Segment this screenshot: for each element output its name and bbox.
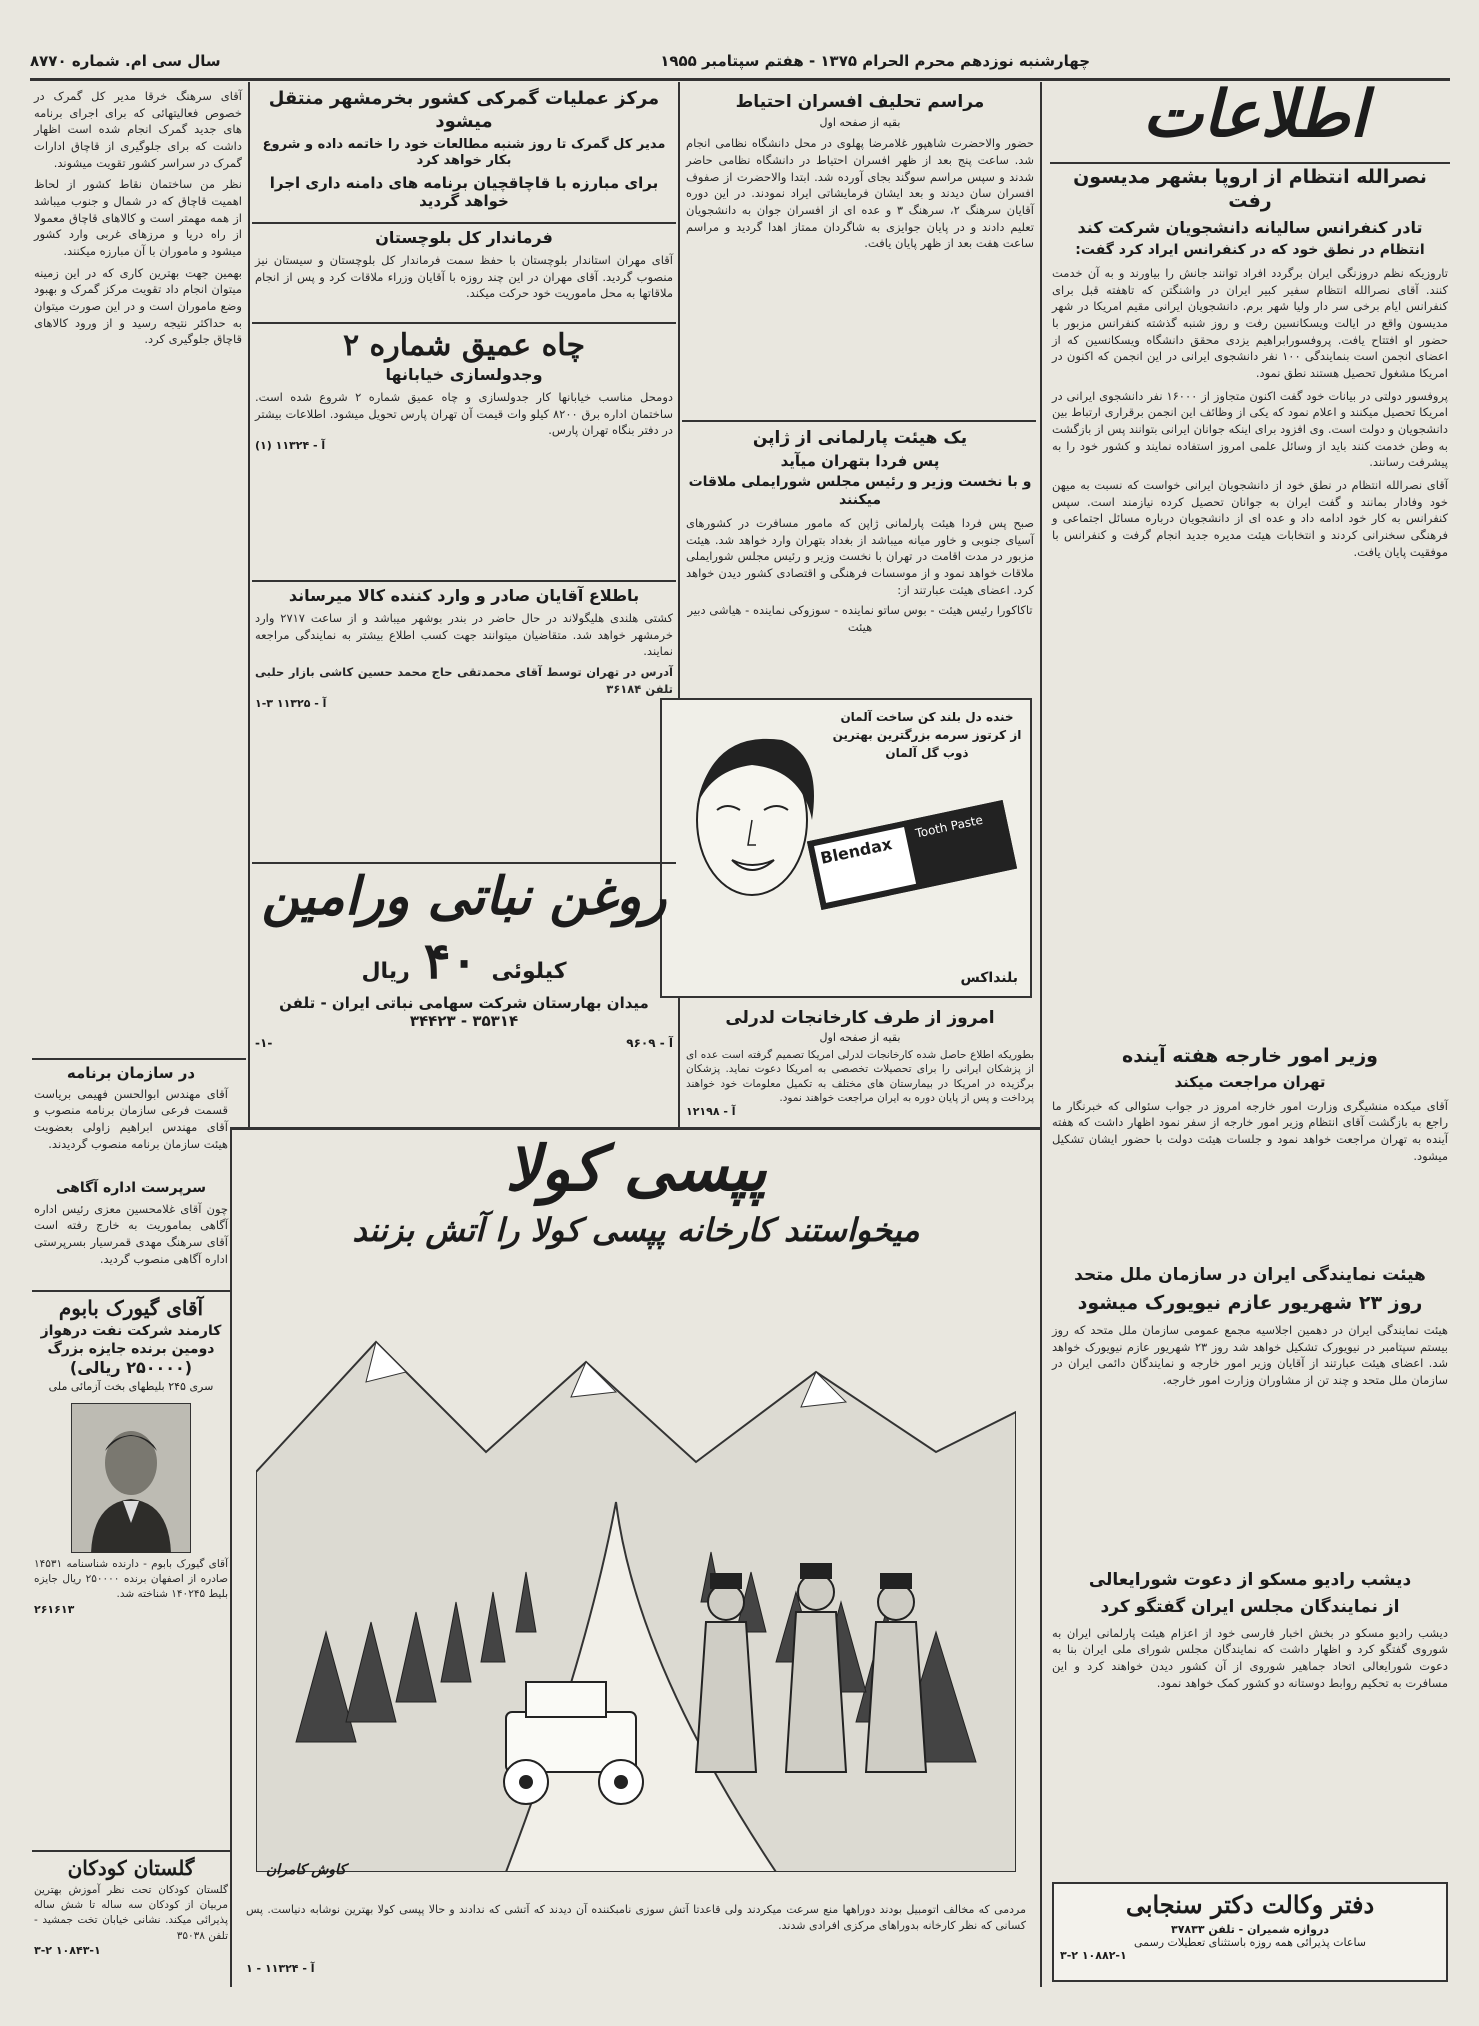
article-headline: دیشب رادیو مسکو از دعوت شورایعالی [1088, 1570, 1412, 1590]
middle-article-2 [686, 428, 1034, 636]
notice-address: آدرس در تهران توسط آقای محمدتقی حاج محمد حسین کاشی بازار حلبی تلفن ۳۶۱۸۴ [255, 665, 673, 696]
article-code: آ - ۱۲۱۹۸ [686, 1104, 736, 1118]
article-headline: در سازمان برنامه [66, 1064, 196, 1082]
rule [252, 222, 676, 224]
tube-brand: Blendax [814, 827, 916, 903]
rule [252, 580, 676, 582]
article-kicker: و با نخست وزیر و رئیس مجلس شورایملی ملاقات میکنند [688, 474, 1032, 508]
article-headline: وزیر امور خارجه هفته آینده [1122, 1045, 1378, 1067]
import-notice [255, 586, 673, 710]
article-names: تاکاکورا رئیس هیئت - بوس ساتو نماینده - سوزوکی نماینده - هیاشی دبیر هیئت [687, 603, 1033, 635]
right-article-2 [1052, 1045, 1448, 1164]
masthead-logo [1055, 70, 1455, 160]
article-headline: امروز از طرف کارخانجات لدرلی [725, 1008, 995, 1028]
article-body: حضور والاحضرت شاهپور غلامرضا پهلوی در محل دانشگاه نظامی انجام شد. ساعت پنج بعد از ظهر افسران احتیاط در دانشگاه نظامی حاضر شدند و سپس مراسم سوگند بجای آورده شد. ابتدا والاحضرت از صفوف افسران سان دیدند و بعد ایشان فرمایشاتی ایراد نمودند. در این دوره آقایان سرهنگ ۲، سرهنگ ۳ و عده ای از افسران جوان به دانشجویان تعلیم دادند و در پایان جوایزی به شاگردان ممتاز اهدا گردید و مراسم ساعت هفت بعد از ظهر پایان یافت. [686, 136, 1034, 251]
notice-title: باطلاع آقایان صادر و وارد کننده کالا میرساند [288, 586, 640, 605]
article-headline: سرپرست اداره آگاهی [56, 1180, 206, 1196]
article-body: آقای سرهنگ خرقا مدیر کل گمرک در خصوص فعالیتهائی که برای اجرای برنامه های جدید گمرک انجام شده است اظهار داشت که برای جلوگیری از قاچاق ادارات گمرک در سراسر کشور تقویت میشوند. [34, 89, 242, 170]
winner-name: آقای گیورک بابوم [58, 1296, 204, 1320]
rule [252, 322, 676, 324]
artist-signature: کاوش کامران [266, 1862, 346, 1878]
ad-line: خنده دل بلند کن ساخت آلمان [840, 710, 1014, 724]
price-word: کیلوئی [491, 959, 567, 985]
article-subheadline: پس فردا بتهران میآید [780, 452, 940, 471]
rule [252, 862, 676, 864]
ad-code: آ - ۹۶۰۹ [626, 1036, 673, 1051]
lottery-winner [34, 1296, 228, 1616]
toothpaste-ad [660, 698, 1032, 998]
article-headline: نصرالله انتظام از اروپا بشهر مدیسون رفت [1073, 166, 1427, 212]
article-body: آقای مهران استاندار بلوچستان با حفظ سمت فرماندار کل بلوچستان و سیستان نیز منصوب گردید. آقای مهران در این چند روزه با آقایان وزراء ملاقات کرد و پس از انجام ملاقاتها به محل ماموریت خود حرکت میکند. [255, 253, 673, 301]
portrait-photo [71, 1403, 191, 1553]
middle-article-1 [686, 92, 1034, 252]
ad-caption: مردمی که مخالف اتومبیل بودند دوراهها منع سرعت میکردند ولی قاعدتا آتش سوزی نامبکننده آن دیدند که آتشی که ندادند و حالا پپسی کولا بهترین نوشابه دنیاست. پس کسانی که نظر کارخانه بدوراهای مرکزی افرادی شدند. [246, 1903, 1026, 1932]
rule [32, 1290, 230, 1292]
baluchistan-article [255, 228, 673, 302]
ad-body: دومحل مناسب خیابانها کار جدولسازی و چاه عمیق شماره ۲ شروع شده است. ساختمان اداره برق ۸۲۰۰ کیلو وات قیمت آن تهران پارس تحویل میشود. اطلاعات بیشتر در دفتر بنگاه تهران پارس. [255, 390, 674, 438]
article-subheadline: مدیر کل گمرک تا روز شنبه مطالعات خود را خاتمه داده و شروع بکار خواهد کرد [262, 137, 666, 169]
article-body: تاروزیکه نظم دروزنگی ایران برگردد افراد توانند جانش را بیاورند و به آن خدمت کنند. آقای نصرالله انتظام سفیر کبیر ایران در واشنگتن که تاهفته قبل برای کنفرانس ایام برخی سر دار ولیا شهر برم. دانشجویان ایرانی مقیم امریکا در شهر مدیسون واقع در ایالت ویسکانسین رفت و روز شنبه گذشته کنفرانس مزبور با حضور او افتتاح یافت. پروفسورابراهیم یزدی محقق دانشگاه ویسکانسین که از اعضای انجمن است بنمایندگی ۱۰۰ نفر دانشجوی ایرانی در این انجمن که اکنون در امریکا مشغول تحصیل هستند نطق نمود. [1052, 266, 1448, 381]
ad-address: میدان بهارستان شرکت سهامی نباتی ایران - تلفن ۳۵۳۱۴ - ۳۴۴۲۳ [279, 994, 649, 1031]
winner-line: دومین برنده جایزه بزرگ [47, 1340, 215, 1357]
article-subheadline: روز ۲۳ شهریور عازم نیویورک میشود [1077, 1292, 1423, 1315]
logo-rule [1050, 162, 1450, 164]
article-headline: هیئت نمایندگی ایران در سازمان ملل متحد [1074, 1265, 1426, 1285]
ad-price-row [255, 931, 673, 990]
road-scene-illustration [256, 1302, 1016, 1872]
article-subheadline: تهران مراجعت میکند [1174, 1072, 1326, 1091]
date-line: چهارشنبه نوزدهم محرم الحرام ۱۳۷۵ - هفتم سپتامبر ۱۹۵۵ [660, 52, 1090, 70]
article-kicker: انتظام در نطق خود که در کنفرانس ایراد کرد گفت: [1075, 241, 1425, 258]
pepsi-top-rule [232, 1127, 1040, 1130]
tube-product: Tooth Paste [914, 812, 985, 841]
ad-code: آ - ۱۱۳۲۴ (۱) [255, 439, 326, 453]
right-article-4 [1052, 1570, 1448, 1691]
article-headline: یک هیئت پارلمانی از ژاپن [752, 428, 968, 448]
winner-line: سری ۲۴۵ بلیطهای بخت آزمائی ملی [48, 1380, 214, 1393]
vegetable-oil-ad [255, 868, 673, 1078]
price-value: ۴۰ [423, 931, 478, 991]
article-kicker: برای مبارزه با قاچاقچیان برنامه های دامنه داری اجرا خواهد گردید [269, 173, 659, 211]
notice-code: آ - ۱۱۳۲۵ ۳-۱ [255, 697, 327, 711]
rule [32, 1850, 230, 1852]
right-article-3 [1052, 1265, 1448, 1389]
customs-article [255, 88, 673, 211]
rule [32, 1058, 246, 1060]
ad-title: دفتر وکالت دکتر سنجابی [1125, 1890, 1375, 1919]
ad-code: ۱۰۸۴۳-۱ ۳-۲ [34, 1943, 101, 1957]
article-subheadline: از نمایندگان مجلس ایران گفتگو کرد [1100, 1597, 1400, 1618]
ad-codes [255, 1036, 673, 1050]
ad-line: از کرتوز سرمه بزرگترین بهترین ذوب گل آلمان [832, 728, 1022, 760]
ad-title: روغن نباتی ورامین [261, 866, 667, 927]
winner-line: کارمند شرکت نفت درهواز [40, 1323, 222, 1339]
right-article-1 [1052, 166, 1448, 560]
woman-face-illustration [672, 710, 832, 930]
winner-amount: (۲۵۰۰۰۰ ریالی) [69, 1358, 193, 1377]
article-continued: بقیه از صفحه اول [819, 116, 901, 130]
article-body-3: آقای نصرالله انتظام در نطق خود از دانشجویان ایرانی خواست که نسبت به میهن خود وفادار بمانند و گفت ایران به جوانان تحصیل کرده نیازمند است. سپس کنفرانس به کار خود ادامه داد و عده ای از دانشجویان درباره مسائل اجتماعی و فرهنگی سخنرانی کردند و انتخابات هیئت مدیره جدید انجام گرفت و کنفرانس با موفقیت پایان یافت. [1052, 478, 1448, 559]
article-body: هیئت نمایندگی ایران در دهمین اجلاسیه مجمع عمومی سازمان ملل متحد که روز بیستم سپتامبر در نیویورک تشکیل خواهد شد روز ۲۳ شهریور عازم نیویورک خواهد شد. اعضای هیئت عبارتند از آقایان وزیر امور خارجه و نمایندگان دائمی ایران در سازمان ملل متحد و چند تن از مشاوران وزارت امور خارجه. [1052, 1323, 1448, 1388]
toothpaste-tube [807, 800, 1017, 910]
article-continued: بقیه از صفحه اول [819, 1031, 901, 1045]
ad-code: آ - ۱۱۳۲۴ - ۱ [246, 1962, 315, 1975]
ad-line: دروازه شمیران - تلفن ۳۷۸۳۳ [1171, 1923, 1329, 1936]
column-rule-right [1040, 82, 1042, 1987]
intelligence-article [34, 1180, 228, 1267]
kindergarten-ad [34, 1856, 228, 1957]
pepsi-cola-ad [236, 1132, 1036, 1984]
ad-title: چاه عمیق شماره ۲ [342, 328, 585, 363]
winner-caption: آقای گیورک بابوم - دارنده شناسنامه ۱۴۵۳۱ صادره از اصفهان برنده ۲۵۰۰۰۰ ریال جایزه بلیط ۱۴۰۲۴۵ شناخته شد. [34, 1558, 229, 1601]
ad-subtitle: وجدولسازی خیابانها [385, 365, 543, 384]
middle-article-3 [686, 1008, 1034, 1118]
winner-code: ۲۶۱۶۱۳ [34, 1602, 75, 1616]
article-body: آقای میکده منشیگری وزارت امور خارجه امروز در جواب سئوالی که خبرنگار ما راجع به بازگشت آقای انتظام وزیر امور خارجه از سفر نمود اظهار داشت که هفته آینده به تهران مراجعت خواهد نمود و جلسات هیئت دولت با حضور ایشان تشکیل میشود. [1052, 1098, 1448, 1163]
ad-title: گلستان کودکان [67, 1856, 195, 1880]
brand-fa: بلنداکس [960, 970, 1018, 986]
law-office-ad [1052, 1882, 1448, 1982]
planning-article [34, 1064, 228, 1152]
ad-title: پپسی کولا [505, 1132, 767, 1205]
column-rule-left [248, 82, 250, 1127]
article-body: بطوریکه اطلاع حاصل شده کارخانجات لدرلی امریکا تصمیم گرفته است عده ای از پزشکان ایرانی را برای تحصیلات تخصصی به امریکا دعوت نماید. پزشکان برگزیده در امریکا در بیمارستان های مختلف به تکمیل معلومات خود خواهند پرداخت و پس از پایان دوره به ایران مراجعت خواهند نمود. [686, 1049, 1034, 1104]
ad-slogan [832, 708, 1022, 762]
issue-line: سال سی ام. شماره ۸۷۷۰ [30, 52, 221, 70]
article-headline: مراسم تحلیف افسران احتیاط [735, 92, 985, 112]
well-ad [255, 328, 673, 452]
ad-line: ساعات پذیرائی همه روزه باستثنای تعطیلات رسمی [1133, 1936, 1367, 1949]
article-body-3: بهمین جهت بهترین کاری که در این زمینه میتوان انجام داد تقویت مرکز گمرک و بهبود وضع ماموران است و در این صورت میتوان به حداکثر نتیجه رسید و از ورود کالاهای قاچاق جلوگیری کرد. [34, 265, 242, 347]
ad-code: ۱۰۸۸۲-۱ ۳-۲ [1060, 1949, 1127, 1962]
article-headline: مرکز عملیات گمرکی کشور بخرمشهر منتقل میشود [268, 88, 660, 132]
article-body: دیشب رادیو مسکو در بخش اخبار فارسی خود از اعزام هیئت پارلمانی ایران به شوروی گفتگو کرد و اظهار داشت که نمایندگان مجلس شورای ملی ایران بنا به دعوت شورایعالی اتحاد جماهیر شوروی از آن کشور دیدن خواهند کرد و این مسافرت به تحکیم روابط دوستانه دو کشور کمک خواهد نمود. [1052, 1625, 1448, 1690]
article-body-2: پروفسور دولتی در بیانات خود گفت اکنون متجاوز از ۱۶۰۰۰ نفر دانشجوی ایرانی در امریکا تحصیل میکنند و اعلام نمود که یکی از وظائف این انجمن برقراری ارتباط بین دانشجویان و دولت است. وی افزود برای اینکه جوانان ایرانی بتوانند پس از بازگشت به وطن خدمت کنند باید از وسائل علمی امروز استفاده نمایند و کشور خود را به پیشرفت رسانند. [1052, 388, 1448, 470]
ad-body: گلستان کودکان تحت نظر آموزش بهترین مربیان از کودکان سه ساله تا شش ساله پذیرائی میکند. نشانی خیابان تخت جمشید - تلفن ۳۵۰۳۸ [34, 1884, 228, 1942]
article-body: صبح پس فردا هیئت پارلمانی ژاپن که مامور مسافرت در کشورهای آسیای جنوبی و خاور میانه میباشد از بغداد بتهران وارد خواهد شد. هیئت مزبور در مدت اقامت در تهران با نخست وزیر و رئیس مجلس شورایملی ملاقات خواهد نمود و از موسسات فرهنگی و اقتصادی کشور دیدن خواهد کرد. اعضای هیئت عبارتند از: [686, 516, 1034, 597]
article-headline: فرماندار کل بلوچستان [375, 228, 553, 247]
article-subheadline: تادر کنفرانس سالیانه دانشجویان شرکت کند [1077, 217, 1423, 237]
article-body-2: نظر من ساختمان نقاط کشور از لحاظ اهمیت قاچاق که در شمال و جنوب میباشد از همه مهمتر است و کالاهای قاچاق معمولا از راه دریا و مرزهای غربی وارد کشور میشود و ماموران با آن مبارزه میکنند. [34, 177, 242, 259]
article-body: چون آقای غلامحسین معزی رئیس اداره آگاهی بماموریت به خارج رفته است آقای سرهنگ مهدی قمرسیار بسرپرستی اداره آگاهی منصوب گردید. [34, 1201, 228, 1266]
ad-subtitle: میخواستند کارخانه پپسی کولا را آتش بزنند [352, 1211, 920, 1250]
ad-code: -۱- [255, 1036, 273, 1051]
price-unit: ریال [361, 959, 410, 985]
customs-continued [34, 88, 242, 348]
logo-text: اطلاعات [1142, 77, 1368, 152]
article-body: آقای مهندس ابوالحسن فهیمی بریاست قسمت فرعی سازمان برنامه منصوب و آقای مهندس ابراهیم زاولی بعضویت هیئت سازمان برنامه منصوب گردیدند. [34, 1086, 228, 1151]
notice-body: کشتی هلندی هلیگولاند در حال حاضر در بندر بوشهر میباشد و از ساعت ۲۷۱۷ وارد خرمشهر خواهد شد. متقاضیان میتوانند جهت کسب اطلاع بیشتر به نمایندگی مراجعه نمایند. [255, 611, 673, 659]
rule [682, 420, 1036, 422]
column-rule-left-lower [230, 1127, 232, 1987]
